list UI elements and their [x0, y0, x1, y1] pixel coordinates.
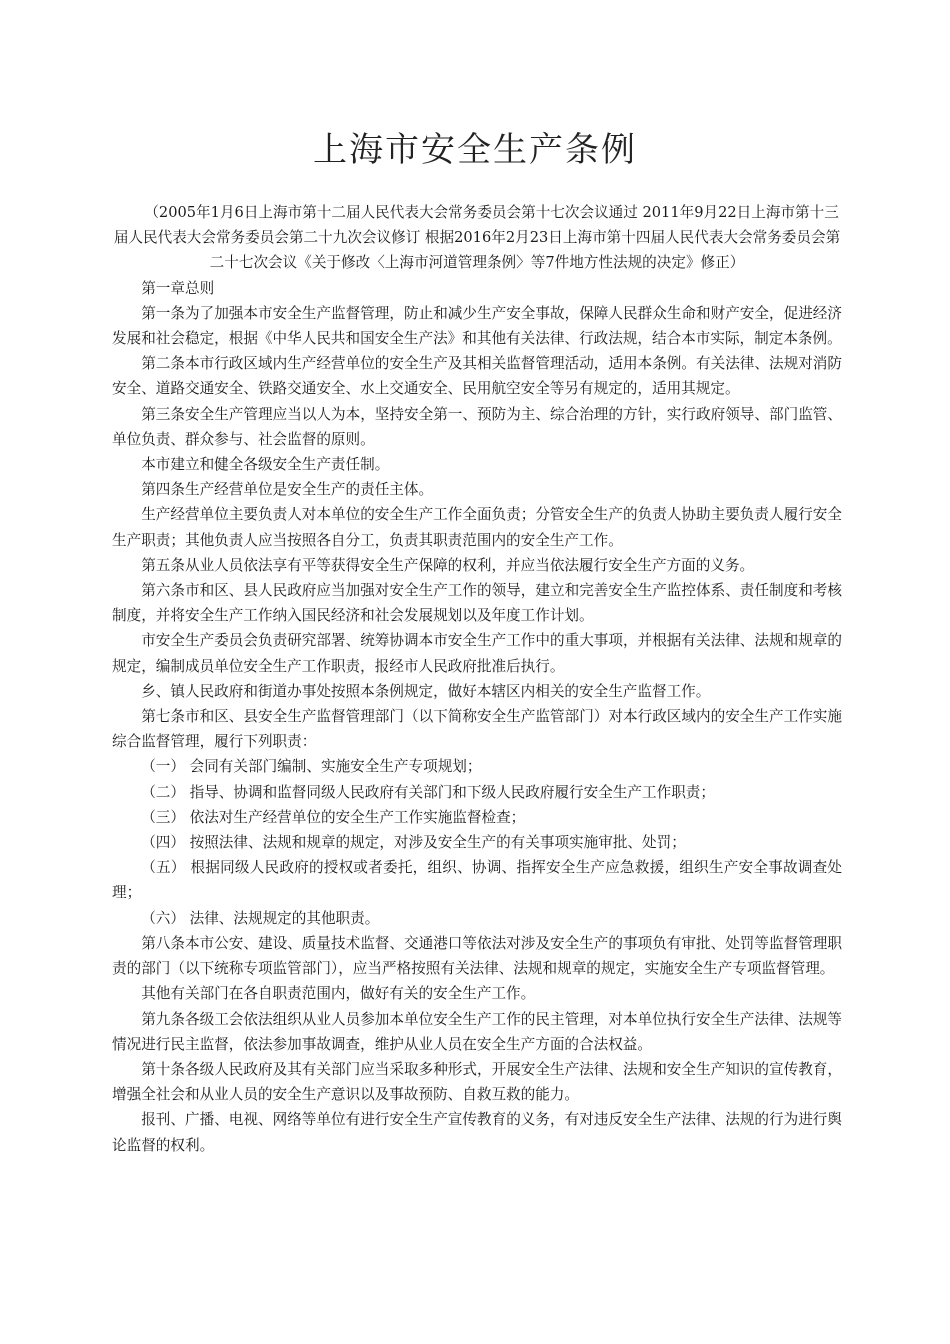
article-6-clause-2: 市安全生产委员会负责研究部署、统筹协调本市安全生产工作中的重大事项，并根据有关法律、法规和规章的规定，编制成员单位安全生产工作职责，报经市人民政府批准后执行。	[112, 632, 842, 675]
article-8: 第八条本市公安、建设、质量技术监督、交通港口等依法对涉及安全生产的事项负有审批、处罚等监督管理职责的部门（以下统称专项监管部门），应当严格按照有关法律、法规和规章的规定，实施安全生产专项监督管理。	[112, 934, 842, 978]
article-7-item-4: （四） 按照法律、法规和规章的规定，对涉及安全生产的有关事项实施审批、处罚；	[141, 834, 686, 852]
article-7-item-2: （二） 指导、协调和监督同级人民政府有关部门和下级人民政府履行安全生产工作职责；	[141, 783, 715, 801]
document-body	[112, 200, 842, 1158]
article-3: 第三条安全生产管理应当以人为本，坚持安全第一、预防为主、综合治理的方针，实行政府领导、部门监管、单位负责、群众参与、社会监督的原则。	[112, 405, 842, 448]
article-5: 第五条从业人员依法享有平等获得安全生产保障的权利，并应当依法履行安全生产方面的义务。	[141, 556, 755, 574]
article-10-clause: 报刊、广播、电视、网络等单位有进行安全生产宣传教育的义务，有对违反安全生产法律、法规的行为进行舆论监督的权利。	[112, 1111, 842, 1154]
article-9: 第九条各级工会依法组织从业人员参加本单位安全生产工作的民主管理，对本单位执行安全生产法律、法规等情况进行民主监督，依法参加事故调查，维护从业人员在安全生产方面的合法权益。	[112, 1010, 842, 1053]
article-6: 第六条市和区、县人民政府应当加强对安全生产工作的领导，建立和完善安全生产监控体系、责任制度和考核制度，并将安全生产工作纳入国民经济和社会发展规划以及年度工作计划。	[112, 582, 842, 625]
article-4: 第四条生产经营单位是安全生产的责任主体。	[141, 481, 434, 499]
article-7-item-1: （一） 会同有关部门编制、实施安全生产专项规划；	[141, 758, 482, 776]
article-7-item-5: （五） 根据同级人民政府的授权或者委托，组织、协调、指挥安全生产应急救援，组织生产安全事故调查处理；	[112, 859, 842, 902]
article-3-clause: 本市建立和健全各级安全生产责任制。	[141, 456, 390, 474]
article-7: 第七条市和区、县安全生产监督管理部门（以下简称安全生产监管部门）对本行政区域内的安全生产工作实施综合监督管理，履行下列职责：	[112, 708, 842, 751]
document-title: 上海市安全生产条例	[313, 130, 637, 170]
article-8-clause: 其他有关部门在各自职责范围内，做好有关的安全生产工作。	[141, 985, 536, 1003]
article-7-item-6: （六） 法律、法规规定的其他职责。	[141, 909, 380, 927]
article-1: 第一条为了加强本市安全生产监督管理，防止和减少生产安全事故，保障人民群众生命和财产安全，促进经济发展和社会稳定，根据《中华人民共和国安全生产法》和其他有关法律、行政法规，结合本市实际，制定本条例。	[112, 304, 842, 348]
article-2: 第二条本市行政区域内生产经营单位的安全生产及其相关监督管理活动，适用本条例。有关法律、法规对消防安全、道路交通安全、铁路交通安全、水上交通安全、民用航空安全等另有规定的，适用其规定。	[112, 355, 842, 398]
chapter-heading: 第一章总则	[141, 279, 215, 297]
article-6-clause-3: 乡、镇人民政府和街道办事处按照本条例规定，做好本辖区内相关的安全生产监督工作。	[141, 682, 711, 700]
article-7-item-3: （三） 依法对生产经营单位的安全生产工作实施监督检查；	[141, 808, 526, 826]
article-10: 第十条各级人民政府及其有关部门应当采取多种形式，开展安全生产法律、法规和安全生产知识的宣传教育，增强全社会和从业人员的安全生产意识以及事故预防、自救互救的能力。	[112, 1060, 842, 1104]
amendment-note: （2005年1月6日上海市第十二届人民代表大会常务委员会第十七次会议通过 2011年9月22日上海市第十三届人民代表大会常务委员会第二十九次会议修订 根据2016年2月23日上海市第十四届人民代表大会常务委员会第二十七次会议《关于修改〈上海市河道管理条例〉等7件地方性法规的决定》修正）	[113, 204, 841, 272]
article-4-clause: 生产经营单位主要负责人对本单位的安全生产工作全面负责；分管安全生产的负责人协助主要负责人履行安全生产职责；其他负责人应当按照各自分工，负责其职责范围内的安全生产工作。	[112, 506, 842, 549]
